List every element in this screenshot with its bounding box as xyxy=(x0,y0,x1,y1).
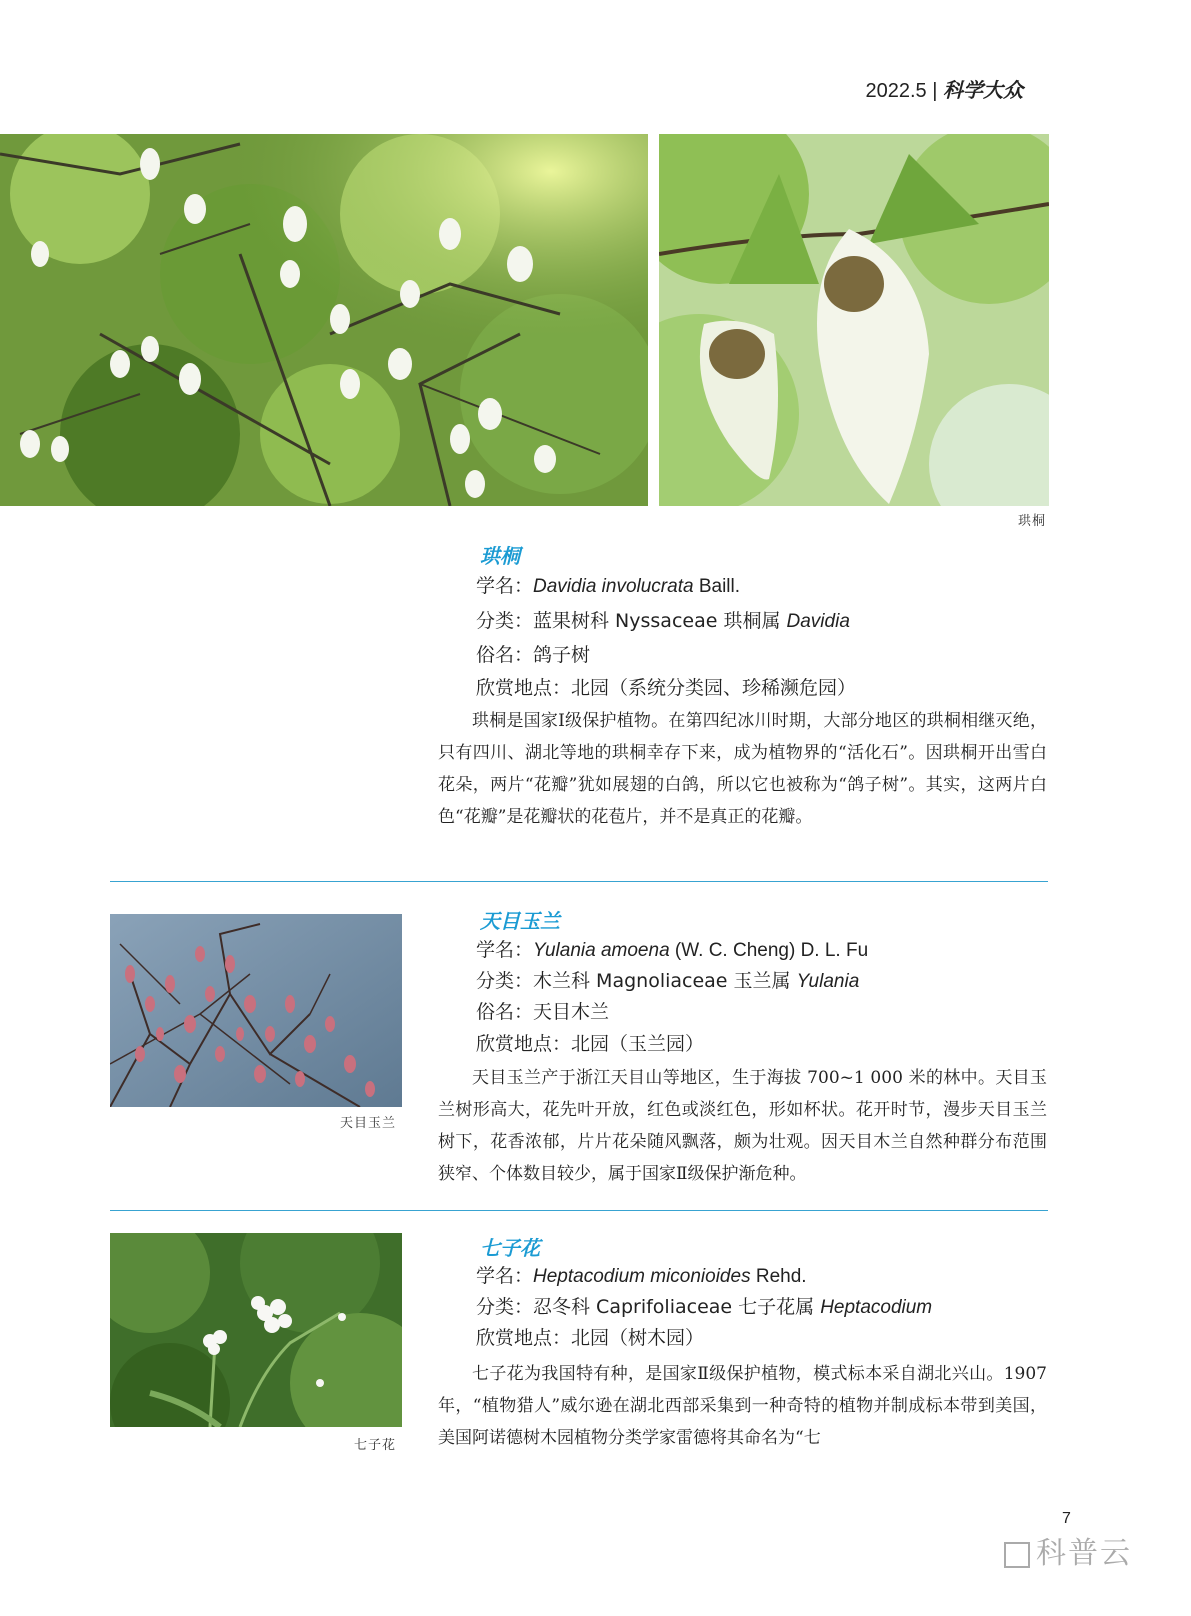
dove-tree-photo-caption: 珙桐 xyxy=(1017,514,1046,529)
page-number: 7 xyxy=(1062,1510,1071,1527)
dove-tree-canopy-photo xyxy=(0,134,648,506)
sci-italic: Yulania amoena xyxy=(533,940,670,961)
sci-label: 学名： xyxy=(476,939,534,961)
common-text: 鸽子树 xyxy=(533,644,591,666)
class-label: 分类： xyxy=(476,1296,534,1318)
sci-author: Rehd. xyxy=(750,1266,807,1287)
class-text: 忍冬科 Caprifoliaceae 七子花属 xyxy=(533,1296,821,1318)
entry-3-scientific-name xyxy=(476,1264,807,1289)
dove-tree-flower-closeup-photo xyxy=(659,134,1049,506)
entry-3-title: 七子花 xyxy=(480,1236,540,1260)
entry-3-classification xyxy=(476,1295,932,1320)
watermark-logo-icon xyxy=(1004,1542,1030,1568)
place-text: 北园（系统分类园、珍稀濒危园） xyxy=(571,677,857,699)
entry-3-description: 七子花为我国特有种，是国家Ⅱ级保护植物，模式标本采自湖北兴山。1907 年，“植物猎人”威尔逊在湖北西部采集到一种奇特的植物并制成标本带到美国，美国阿诺德树木园植物分类学家雷德将其命名为“七 xyxy=(438,1364,1047,1448)
common-label: 俗名： xyxy=(476,1001,534,1023)
entry-1-scientific-name xyxy=(476,574,740,599)
issue-date: 2022.5 | xyxy=(865,80,938,102)
magazine-logo: 科学大众 xyxy=(943,78,1023,102)
sci-italic: Heptacodium miconioides xyxy=(533,1266,751,1287)
tianmu-magnolia-photo-caption: 天目玉兰 xyxy=(340,1116,397,1131)
seven-son-flower-photo xyxy=(110,1233,402,1427)
class-text: 蓝果树科 Nyssaceae 珙桐属 xyxy=(533,610,787,632)
entry-1-title: 珙桐 xyxy=(480,544,520,568)
sci-label: 学名： xyxy=(476,1265,534,1287)
place-label: 欣赏地点： xyxy=(476,677,572,699)
entry-1-description: 珙桐是国家Ⅰ级保护植物。在第四纪冰川时期，大部分地区的珙桐相继灭绝，只有四川、湖北等地的珙桐幸存下来，成为植物界的“活化石”。因珙桐开出雪白花朵，两片“花瓣”犹如展翅的白鸽，所以它也被称为“鸽子树”。其实，这两片白色“花瓣”是花瓣状的花苞片，并不是真正的花瓣。 xyxy=(438,711,1047,827)
issue-header xyxy=(866,74,1024,103)
place-label: 欣赏地点： xyxy=(476,1327,572,1349)
tianmu-magnolia-photo xyxy=(110,914,402,1107)
place-text: 北园（树木园） xyxy=(571,1327,705,1349)
class-label: 分类： xyxy=(476,970,534,992)
class-genus: Davidia xyxy=(786,611,850,632)
common-text: 天目木兰 xyxy=(533,1001,610,1023)
section-divider xyxy=(110,1210,1048,1211)
entry-3-viewing-location xyxy=(476,1326,704,1351)
entry-2-scientific-name xyxy=(476,938,868,963)
entry-2-title: 天目玉兰 xyxy=(480,909,560,933)
entry-1-viewing-location xyxy=(476,676,856,701)
sci-author: Baill. xyxy=(693,576,741,597)
entry-2-viewing-location xyxy=(476,1032,704,1057)
place-label: 欣赏地点： xyxy=(476,1033,572,1055)
watermark xyxy=(1004,1528,1132,1572)
common-label: 俗名： xyxy=(476,644,534,666)
sci-italic: Davidia involucrata xyxy=(533,576,694,597)
entry-2-common-name xyxy=(476,1000,609,1025)
entry-2-classification xyxy=(476,969,859,994)
class-label: 分类： xyxy=(476,610,534,632)
sci-label: 学名： xyxy=(476,575,534,597)
class-genus: Heptacodium xyxy=(820,1297,933,1318)
watermark-text: 科普云 xyxy=(1036,1536,1132,1571)
entry-1-common-name xyxy=(476,643,590,668)
class-genus: Yulania xyxy=(796,971,860,992)
sci-author: (W. C. Cheng) D. L. Fu xyxy=(669,940,869,961)
class-text: 木兰科 Magnoliaceae 玉兰属 xyxy=(533,970,797,992)
place-text: 北园（玉兰园） xyxy=(571,1033,705,1055)
entry-2-description: 天目玉兰产于浙江天目山等地区，生于海拔 700~1 000 米的林中。天目玉兰树形高大，花先叶开放，红色或淡红色，形如杯状。花开时节，漫步天目玉兰树下，花香浓郁，片片花朵随风飘落，颇为壮观。因天目木兰自然种群分布范围狭窄、个体数目较少，属于国家Ⅱ级保护渐危种。 xyxy=(438,1068,1047,1184)
seven-son-flower-photo-caption: 七子花 xyxy=(354,1438,397,1453)
section-divider xyxy=(110,881,1048,882)
entry-1-classification xyxy=(476,609,850,634)
